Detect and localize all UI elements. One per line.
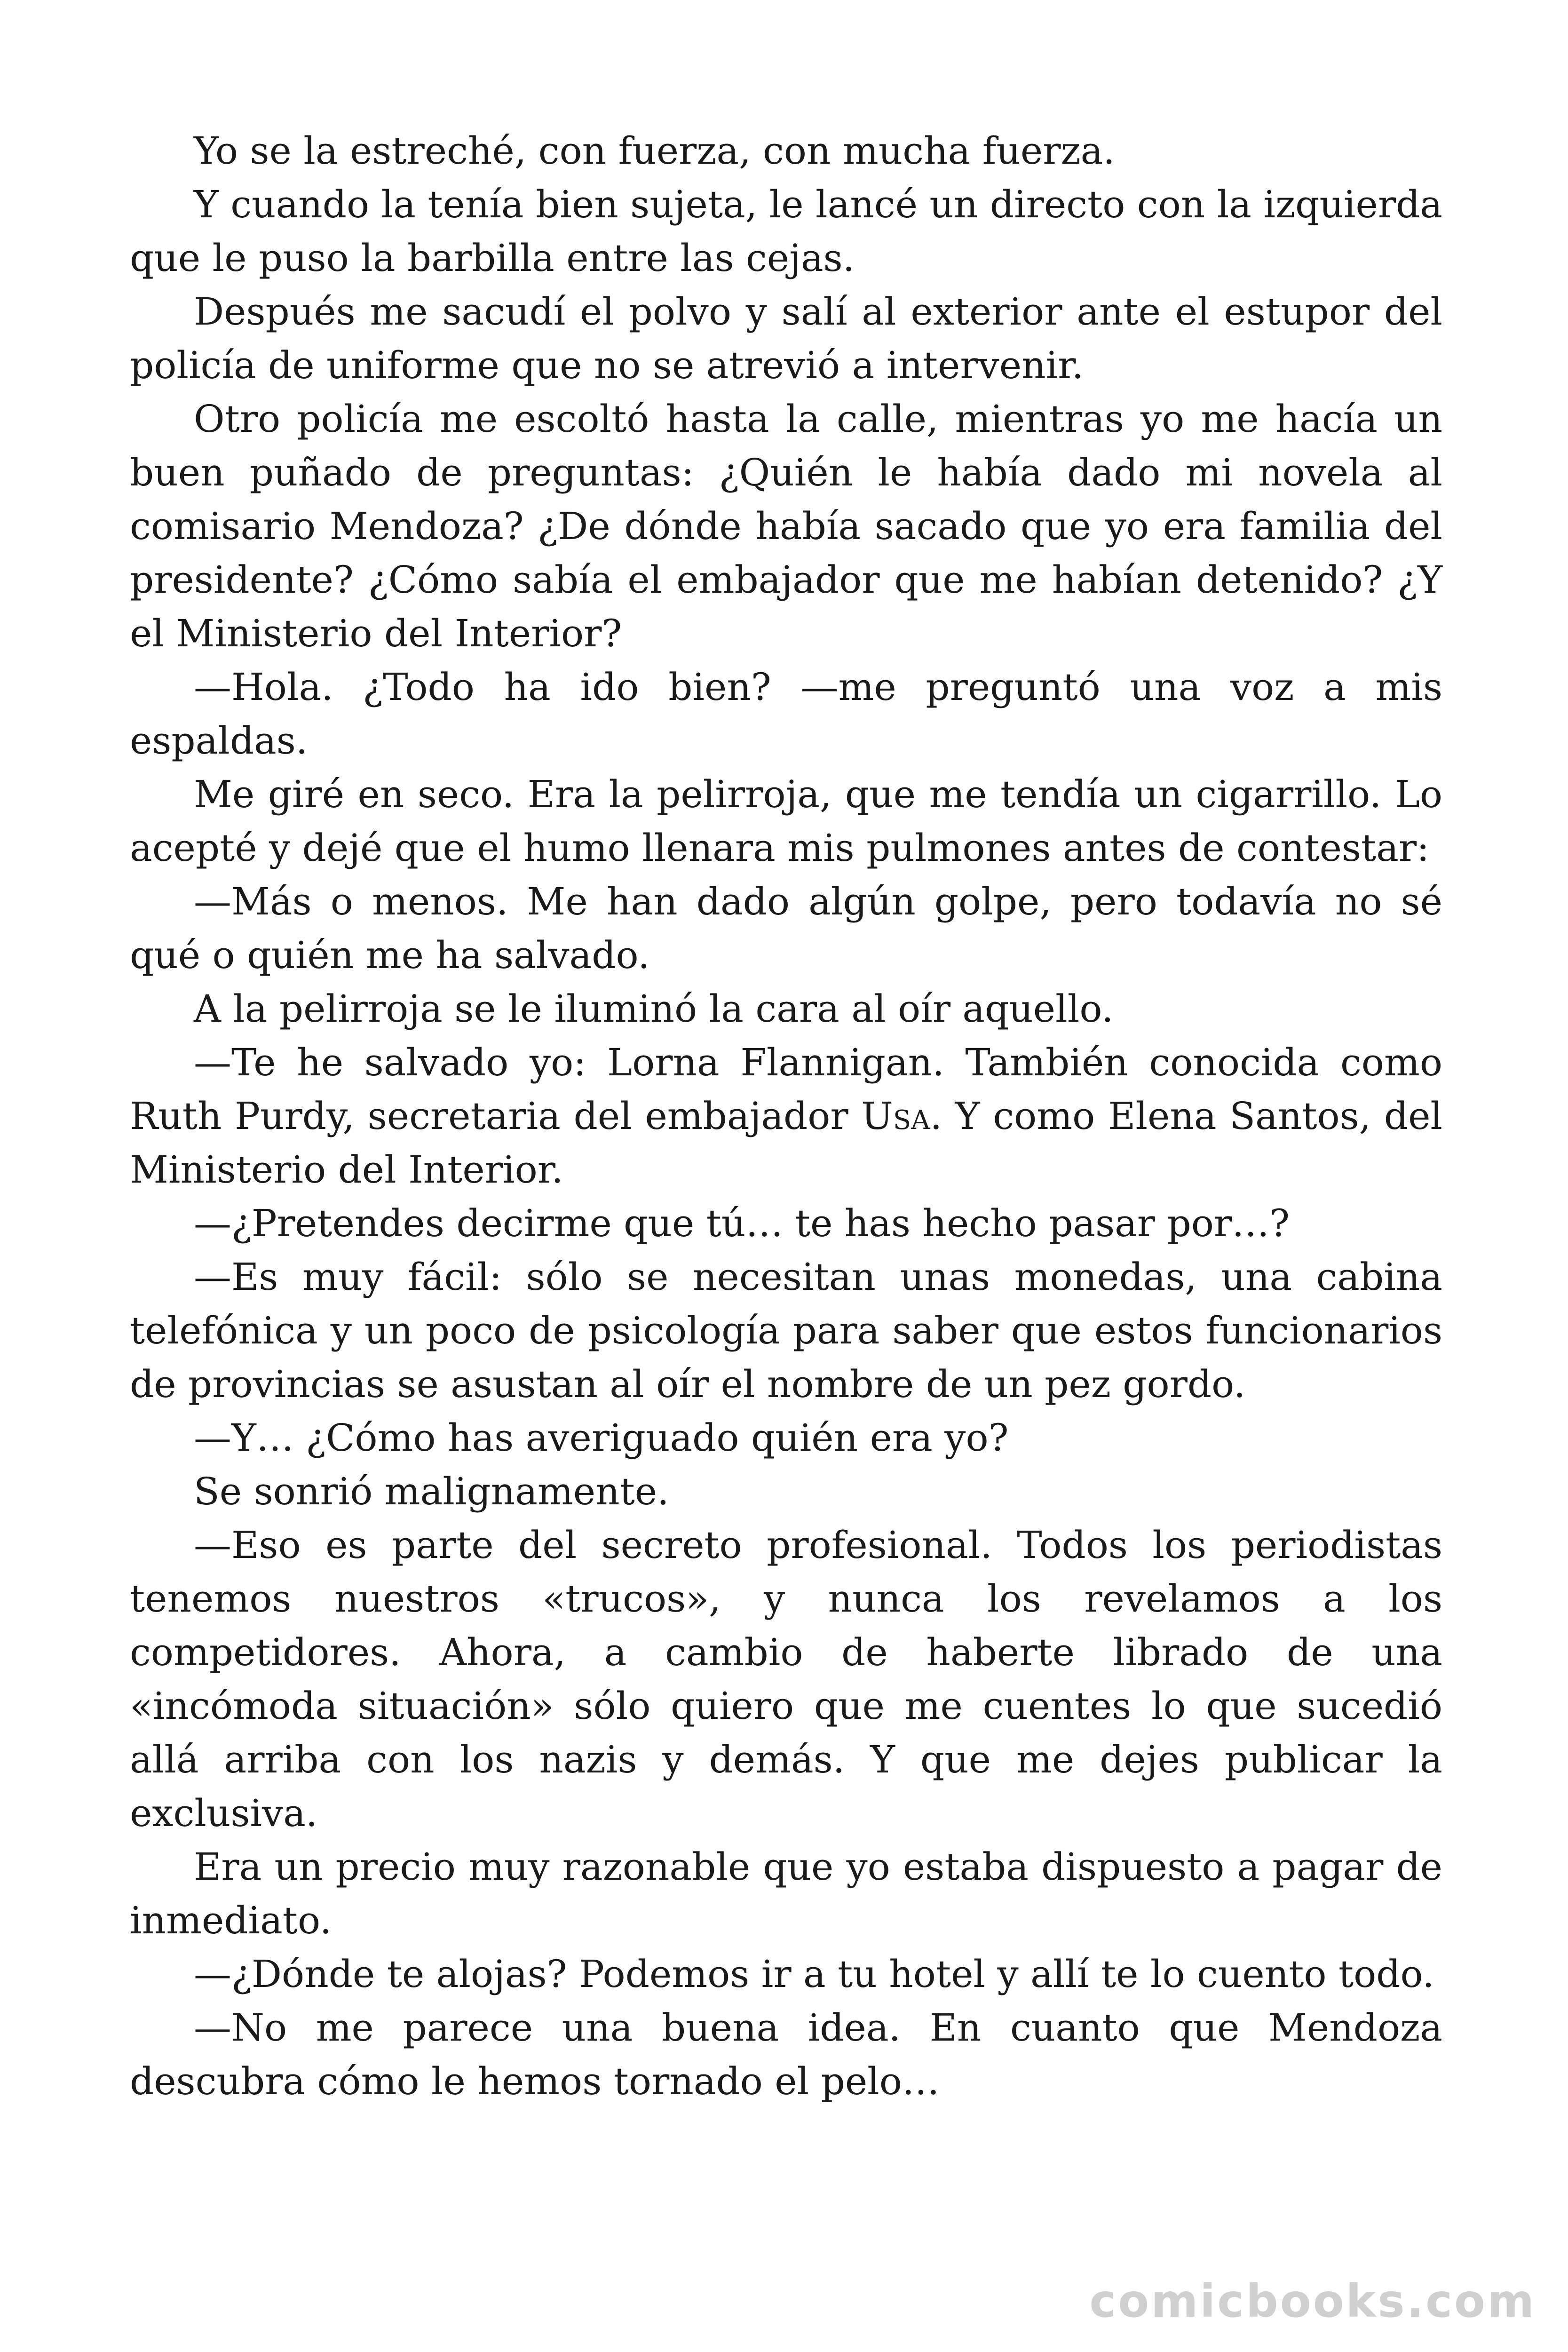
paragraph-10: —¿Pretendes decirme que tú… te has hecho pasar por…? [194,1201,1290,1245]
paragraph-17: —No me parece una buena idea. En cuanto que Mendoza descubra cómo le hemos tornado el pelo… [130,2006,1442,2103]
paragraph-4: Otro policía me escoltó hasta la calle, mientras yo me hacía un buen puñado de preguntas: ¿Quién le había dado mi novela al comisario Mendoza? ¿De dónde había sacado que yo era familia del presidente? ¿Cómo sabía el embajador que me habían detenido? ¿Y el Ministerio del Interior? [130,397,1442,655]
watermark: comicbooks.com [1089,2275,1536,2328]
paragraph-15: Era un precio muy razonable que yo estaba dispuesto a pagar de inmediato. [130,1845,1442,1942]
paragraph-9-before: —Te he salvado yo: Lorna Flannigan. También conocida como Ruth Purdy, secretaria del embajador [130,1041,1442,1138]
paragraph-8: A la pelirroja se le iluminó la cara al oír aquello. [194,987,1114,1031]
paragraph-6: Me giré en seco. Era la pelirroja, que me tendía un cigarrillo. Lo acepté y dejé que el humo llenara mis pulmones antes de contestar: [130,772,1442,870]
paragraph-14: —Eso es parte del secreto profesional. Todos los periodistas tenemos nuestros «trucos», y nunca los revelamos a los competidores. Ahora, a cambio de haberte librado de una «incómoda situación» sólo quiero que me cuentes lo que sucedió allá arriba con los nazis y demás. Y que me dejes publicar la exclusiva. [130,1523,1442,1835]
paragraph-3: Después me sacudí el polvo y salí al exterior ante el estupor del policía de uniforme que no se atrevió a intervenir. [130,290,1442,387]
paragraph-1: Yo se la estreché, con fuerza, con mucha fuerza. [194,129,1115,173]
paragraph-9-after: . Y como Elena Santos, del Ministerio del Interior. [130,1094,1442,1192]
paragraph-11: —Es muy fácil: sólo se necesitan unas monedas, una cabina telefónica y un poco de psicología para saber que estos funcionarios de provincias se asustan al oír el nombre de un pez gordo. [130,1255,1442,1406]
paragraph-12: —Y… ¿Cómo has averiguado quién era yo? [194,1416,1009,1460]
paragraph-5: —Hola. ¿Todo ha ido bien? —me preguntó una voz a mis espaldas. [130,665,1442,763]
page-body [130,124,1442,2108]
paragraph-9-smallcaps: Usa [861,1094,930,1138]
paragraph-7: —Más o menos. Me han dado algún golpe, pero todavía no sé qué o quién me ha salvado. [130,880,1442,977]
paragraph-9 [130,1036,1442,1197]
paragraph-2: Y cuando la tenía bien sujeta, le lancé un directo con la izquierda que le puso la barbilla entre las cejas. [130,183,1442,280]
paragraph-16: —¿Dónde te alojas? Podemos ir a tu hotel y allí te lo cuento todo. [194,1952,1434,1996]
paragraph-13: Se sonrió malignamente. [194,1470,669,1513]
